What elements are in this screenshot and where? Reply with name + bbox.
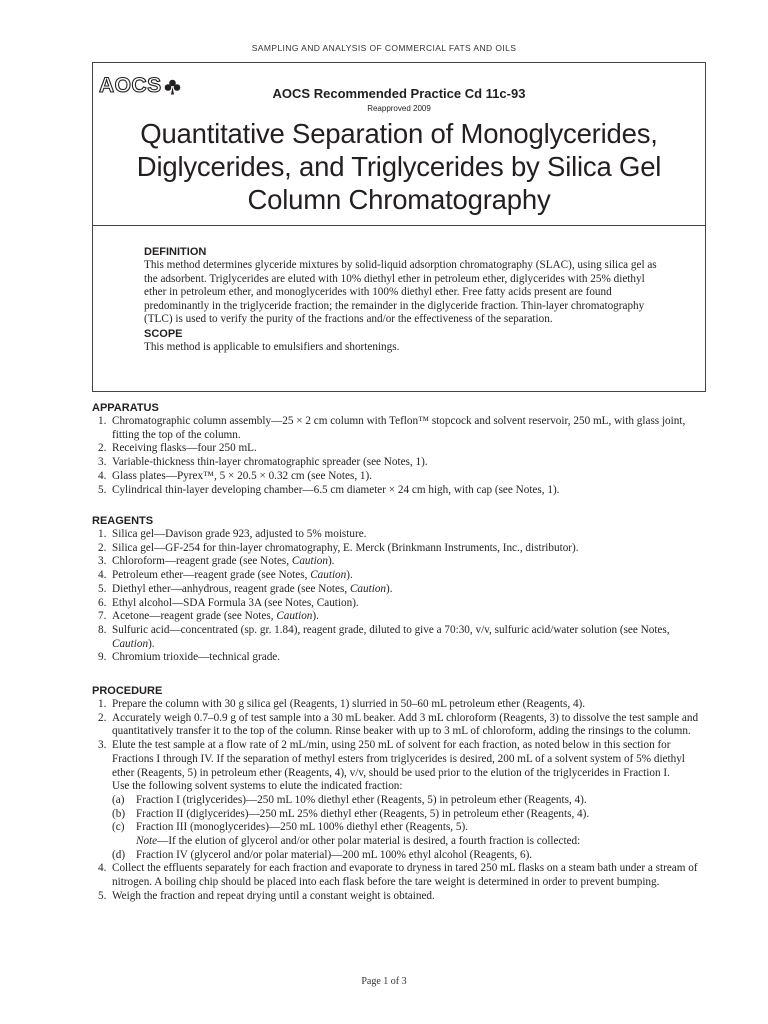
item-number: 5.: [98, 483, 107, 496]
scope-text: This method is applicable to emulsifiers and shortenings.: [144, 340, 400, 353]
definition-heading: DEFINITION: [144, 246, 207, 258]
fraction-label: (d): [112, 848, 126, 861]
item-number: 8.: [98, 623, 107, 636]
list-item: [92, 470, 710, 484]
list-item: [92, 415, 710, 442]
item-text: Diethyl ether—anhydrous, reagent grade (see Notes,: [112, 582, 350, 595]
item-text: Acetone—reagent grade (see Notes,: [112, 610, 277, 623]
item-text: Glass plates—Pyrex™, 5 × 20.5 × 0.32 cm (see Notes, 1).: [112, 469, 373, 482]
item-text: Sulfuric acid—concentrated (sp. gr. 1.84), reagent grade, diluted to give a 70:30, v/v, sulfuric acid/water solution (see Notes,: [112, 623, 670, 636]
item-text: Collect the effluents separately for each fraction and evaporate to dryness in tared 250 mL flasks on a steam bath under a stream of nitrogen. A boiling chip should be placed into each flask before the tare weight is determined in order to prevent bumping.: [112, 862, 698, 889]
caution-ref: Caution: [349, 582, 387, 595]
fraction-text: Fraction I (triglycerides)—250 mL 10% diethyl ether (Reagents, 5) in petroleum ether (Reagents, 4).: [136, 793, 587, 806]
list-item: [92, 569, 710, 583]
fraction-note: [112, 835, 710, 849]
definition-box: [92, 225, 706, 392]
list-item: [92, 862, 710, 889]
item-text: Cylindrical thin-layer developing chamber—6.5 cm diameter × 24 cm high, with cap (see Notes, 1).: [112, 483, 560, 496]
procedure-heading: PROCEDURE: [92, 685, 163, 697]
list-item: [92, 484, 710, 498]
item-text: Chromatographic column assembly—25 × 2 cm column with Teflon™ stopcock and solvent reservoir, 250 mL, with glass joint, fitting the top of the column.: [112, 415, 686, 441]
fraction-item: [112, 808, 710, 822]
fraction-label: (a): [112, 793, 125, 806]
note-text: —If the elution of glycerol and/or other polar material is desired, a fourth fraction is collected:: [157, 835, 581, 848]
item-text: Receiving flasks—four 250 mL.: [112, 442, 257, 455]
item-text: Accurately weigh 0.7–0.9 g of test sample into a 30 mL beaker. Add 3 mL chloroform (Reagents, 3) to dissolve the test sample and quantitatively transfer it to the top of the column. Rinse beaker with up to 3 mL of chloroform, adding the rinsings to the column.: [112, 711, 699, 738]
reagents-section: [92, 514, 710, 665]
list-item: [92, 542, 710, 556]
list-item: [92, 698, 710, 712]
practice-designation: AOCS Recommended Practice Cd 11c-93: [272, 86, 526, 101]
item-number: 3.: [98, 456, 107, 469]
item-text-end: ).: [327, 555, 335, 568]
item-text: Prepare the column with 30 g silica gel (Reagents, 1) slurried in 50–60 mL petroleum ether (Reagents, 4).: [112, 698, 586, 710]
caution-ref: Caution: [276, 610, 313, 623]
item-number: 1.: [98, 528, 107, 540]
item-text: Petroleum ether—reagent grade (see Notes,: [112, 569, 311, 582]
list-item: [92, 583, 710, 597]
item-number: 2.: [98, 442, 107, 455]
logo-text: AOCS: [99, 74, 162, 97]
item-text: Variable-thickness thin-layer chromatographic spreader (see Notes, 1).: [112, 456, 428, 469]
item-number: 5.: [98, 582, 107, 595]
caution-ref: Caution: [291, 555, 328, 568]
item-number: 3.: [98, 739, 107, 752]
solvent-intro: Use the following solvent systems to elute the indicated fraction:: [112, 780, 403, 793]
fraction-text: Fraction IV (glycerol and/or polar material)—200 mL 100% ethyl alcohol (Reagents, 6).: [136, 848, 533, 861]
list-item: [92, 712, 710, 739]
apparatus-section: [92, 401, 710, 497]
procedure-section: [92, 684, 710, 904]
item-number: 4.: [98, 469, 107, 482]
caution-ref: Caution: [310, 569, 347, 582]
item-number: 9.: [98, 651, 107, 664]
running-head: SAMPLING AND ANALYSIS OF COMMERCIAL FATS AND OILS: [251, 43, 517, 53]
document-title: Quantitative Separation of Monoglycerides, Diglycerides, and Triglycerides by Silica Gel Column Chromatography: [136, 118, 662, 215]
list-item: [92, 597, 710, 611]
apparatus-heading: APPARATUS: [92, 402, 159, 414]
list-item: [92, 890, 710, 904]
item-number: 1.: [98, 698, 107, 710]
item-number: 4.: [98, 862, 107, 875]
fraction-item: [112, 794, 710, 808]
item-text: Chloroform—reagent grade (see Notes,: [112, 555, 292, 568]
item-text-end: ).: [346, 569, 353, 582]
fraction-item: [112, 849, 710, 863]
item-text: Silica gel—GF-254 for thin-layer chromatography, E. Merck (Brinkmann Instruments, Inc., distributor).: [112, 541, 579, 554]
fraction-item: [112, 821, 710, 835]
list-item: [92, 442, 710, 456]
fraction-list: [112, 794, 710, 863]
page-number: Page 1 of 3: [361, 976, 407, 987]
fraction-text: Fraction II (diglycerides)—250 mL 25% diethyl ether (Reagents, 5) in petroleum ether (Reagents, 4).: [136, 807, 590, 820]
item-text: Weigh the fraction and repeat drying until a constant weight is obtained.: [112, 889, 435, 902]
note-label: Note: [136, 835, 158, 848]
item-number: 6.: [98, 596, 107, 609]
item-text: Silica gel—Davison grade 923, adjusted to 5% moisture.: [112, 528, 367, 540]
reagents-heading: REAGENTS: [92, 515, 154, 527]
item-text: Elute the test sample at a flow rate of 2 mL/min, using 250 mL of solvent for each fraction, as noted below in this section for Fractions I through IV. If the separation of methyl esters from triglycerides is desired, 200 mL of a solvent system of 5% diethyl ether (Reagents, 5) in petroleum ether (Reagents, 4), v/v, should be used prior to the elution of the triglycerides in Fraction I.: [112, 739, 685, 779]
fraction-label: (c): [112, 821, 125, 834]
list-item: [92, 555, 710, 569]
item-text-end: ).: [148, 637, 155, 650]
fraction-text: Fraction III (monoglycerides)—250 mL 100% diethyl ether (Reagents, 5).: [136, 821, 469, 834]
item-number: 7.: [98, 610, 107, 623]
definition-text: This method determines glyceride mixtures by solid-liquid adsorption chromatography (SLAC), using silica gel as the adsorbent. Triglycerides are eluted with 10% diethyl ether in petroleum ether, diglycerides with 25% diethyl ether in petroleum ether, and monoglycerides with 100% diethyl ether. Free fatty acids present are found predominantly in the triglyceride fraction; the remainder in the diglyceride fraction. Thin-layer chromatography (TLC) is used to verify the purity of the fractions and/or the effectiveness of the separation.: [144, 259, 657, 326]
item-number: 4.: [98, 569, 107, 582]
list-item: [92, 651, 710, 665]
title-box: [92, 62, 706, 226]
item-number: 2.: [98, 541, 107, 554]
item-number: 2.: [98, 711, 107, 724]
reapproved-date: Reapproved 2009: [367, 104, 431, 113]
list-item: [92, 456, 710, 470]
item-text-end: ).: [386, 582, 393, 595]
scope-heading: SCOPE: [144, 327, 183, 340]
fraction-label: (b): [112, 807, 126, 820]
item-number: 3.: [98, 555, 107, 568]
list-item: [92, 739, 710, 862]
caution-ref: Caution: [112, 637, 149, 650]
list-item: [92, 624, 710, 651]
item-text-end: ).: [312, 610, 319, 623]
list-item: [92, 528, 710, 542]
item-number: 5.: [98, 889, 107, 902]
item-number: 1.: [98, 415, 107, 427]
item-text: Chromium trioxide—technical grade.: [112, 651, 281, 664]
item-text: Ethyl alcohol—SDA Formula 3A (see Notes, Caution).: [112, 596, 359, 609]
list-item: [92, 610, 710, 624]
